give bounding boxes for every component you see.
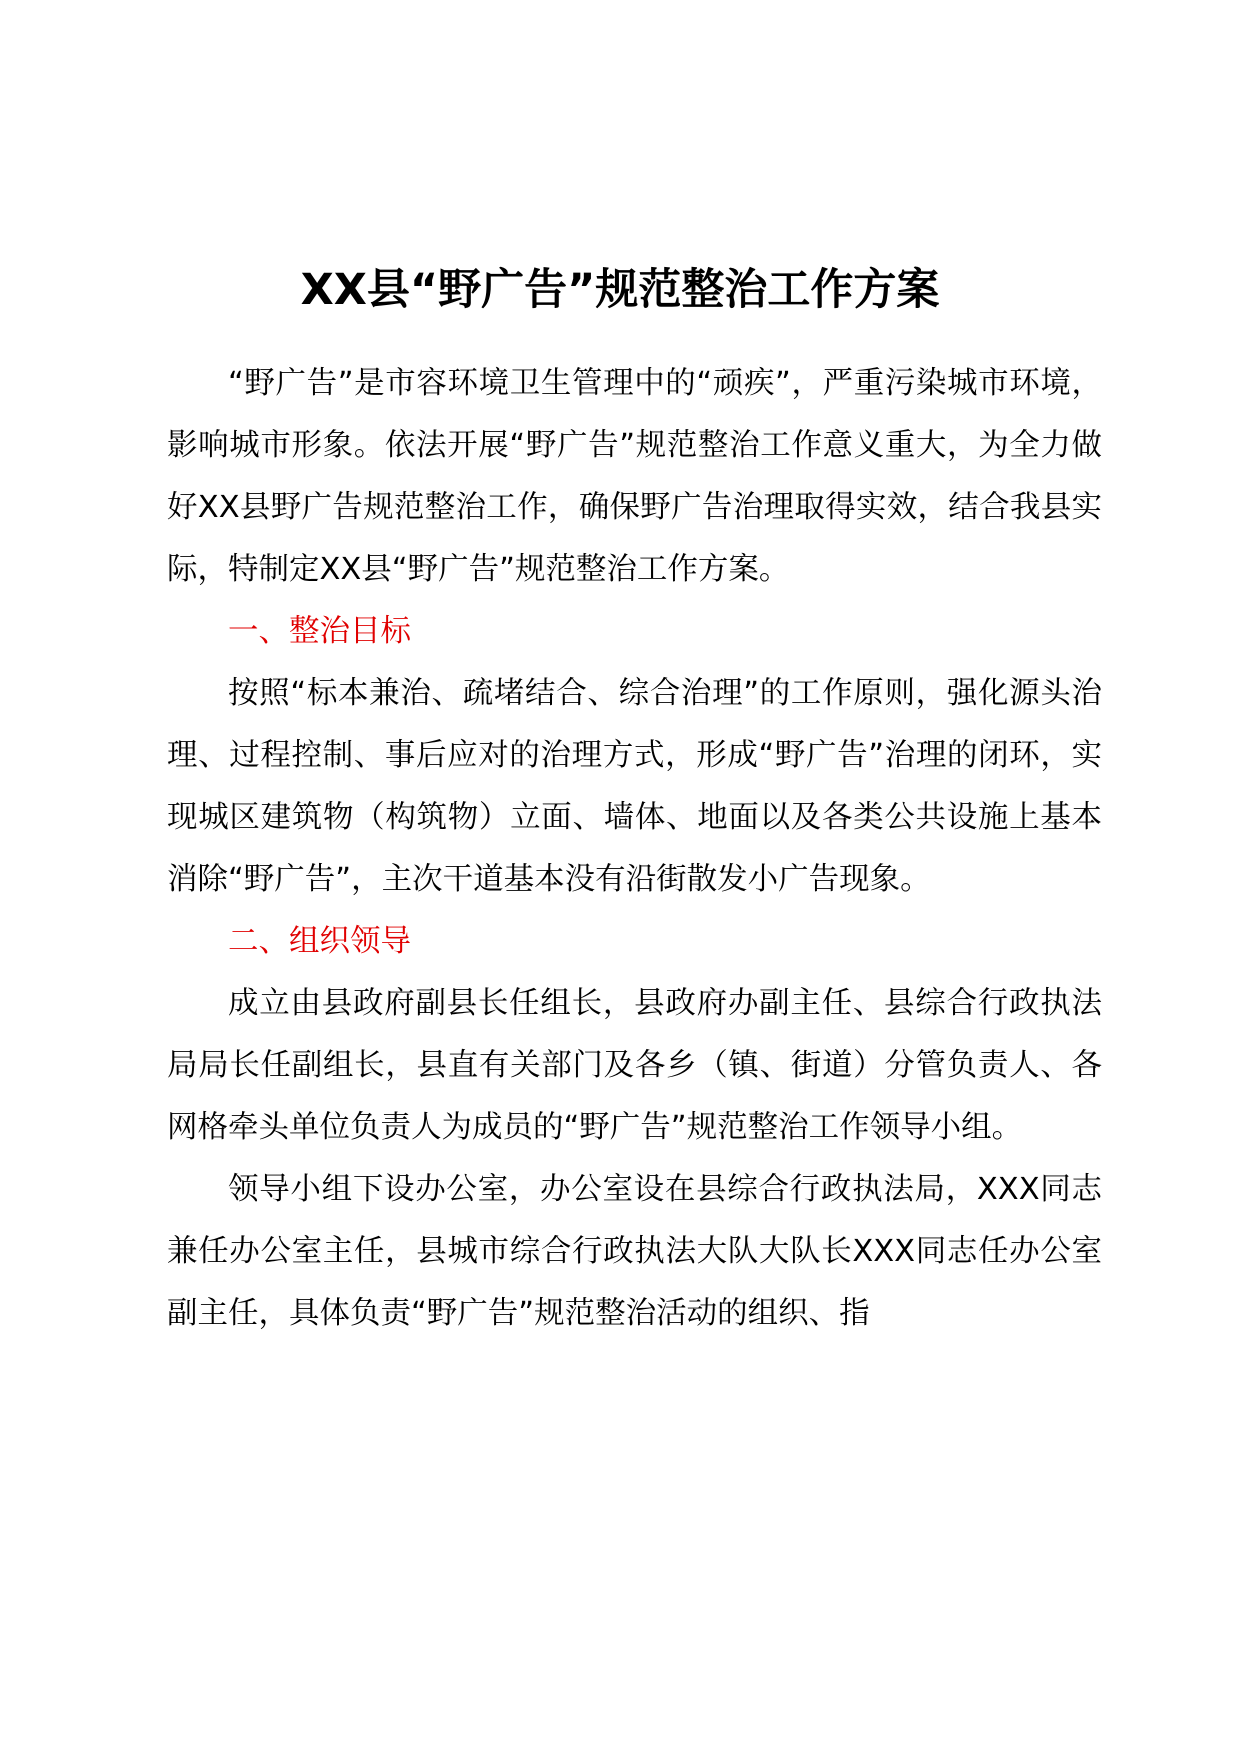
intro-paragraph: “野广告”是市容环境卫生管理中的“顽疾”，严重污染城市环境，影响城市形象。依法开展“野广告”规范整治工作意义重大，为全力做好XX县野广告规范整治工作，确保野广告治理取得实效，结合我县实际，特制定XX县“野广告”规范整治工作方案。: [167, 366, 1102, 587]
organization-paragraph-1: 成立由县政府副县长任组长，县政府办副主任、县综合行政执法局局长任副组长，县直有关部门及各乡（镇、街道）分管负责人、各网格牵头单位负责人为成员的“野广告”规范整治工作领导小组。: [167, 986, 1102, 1145]
goals-paragraph: 按照“标本兼治、疏堵结合、综合治理”的工作原则，强化源头治理、过程控制、事后应对的治理方式，形成“野广告”治理的闭环，实现城区建筑物（构筑物）立面、墙体、地面以及各类公共设施上基本消除“野广告”，主次干道基本没有沿街散发小广告现象。: [167, 676, 1102, 897]
document-body: [167, 353, 1102, 1345]
document-title: XX县“野广告”规范整治工作方案: [300, 265, 940, 315]
section-heading-goals: 一、整治目标: [228, 614, 411, 649]
section-heading-organization: 二、组织领导: [228, 924, 411, 959]
organization-paragraph-2: 领导小组下设办公室，办公室设在县综合行政执法局，XXX同志兼任办公室主任，县城市综合行政执法大队大队长XXX同志任办公室副主任，具体负责“野广告”规范整治活动的组织、指: [167, 1172, 1102, 1331]
